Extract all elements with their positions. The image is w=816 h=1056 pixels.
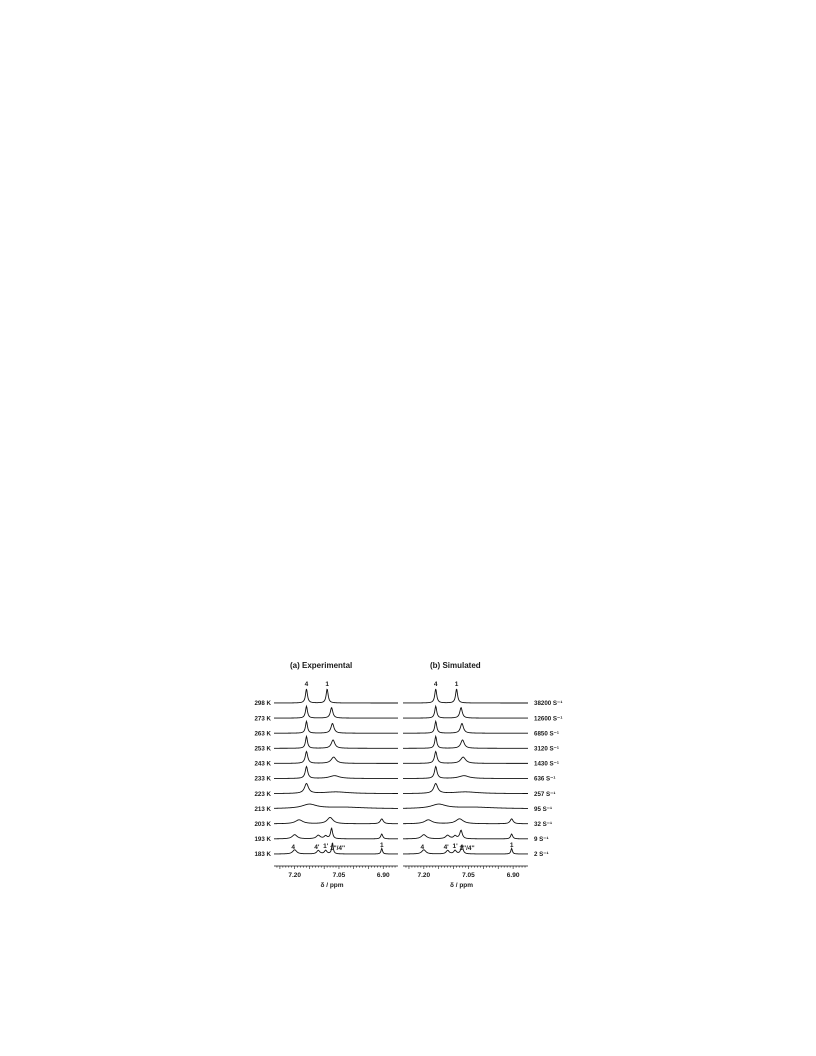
spectrum-trace — [403, 736, 528, 748]
row-label: 223 K — [254, 790, 271, 798]
spectrum-trace — [403, 819, 528, 824]
row-label: 636 S⁻¹ — [534, 775, 556, 783]
x-tick-label: 6.90 — [376, 872, 390, 879]
spectrum-trace — [274, 817, 398, 823]
spectrum-trace — [403, 706, 528, 718]
row-label: 183 K — [254, 851, 271, 859]
peak-label: 1''/4'' — [459, 845, 475, 852]
spectrum-trace — [274, 804, 398, 808]
row-label: 2 S⁻¹ — [534, 851, 549, 859]
panel-b-simulated — [403, 681, 562, 889]
peak-label: 4 — [304, 681, 309, 688]
peak-label: 1 — [454, 681, 459, 688]
panel-a-experimental — [254, 681, 398, 889]
x-tick-label: 6.90 — [506, 872, 520, 879]
spectrum-trace — [403, 721, 528, 733]
x-axis-label: δ / ppm — [449, 882, 474, 889]
panel-a-title: (a) Experimental — [290, 661, 353, 670]
spectrum-trace — [274, 706, 398, 718]
x-tick-label: 7.05 — [332, 872, 346, 879]
row-label: 257 S⁻¹ — [534, 790, 556, 798]
row-label: 32 S⁻¹ — [534, 821, 553, 828]
spectrum-trace — [403, 830, 528, 839]
row-label: 1430 S⁻¹ — [534, 760, 559, 768]
spectrum-trace — [403, 751, 528, 763]
row-label: 6850 S⁻¹ — [534, 730, 559, 738]
spectrum-trace — [403, 766, 528, 778]
x-tick-label: 7.20 — [417, 872, 431, 879]
row-label: 253 K — [254, 745, 271, 753]
peak-label: 4' — [314, 844, 320, 851]
row-label: 203 K — [254, 821, 271, 828]
row-label: 298 K — [254, 700, 271, 708]
spectrum-trace — [403, 689, 528, 703]
peak-label: 1 — [509, 842, 514, 849]
spectrum-trace — [274, 828, 398, 839]
spectrum-trace — [274, 736, 398, 748]
row-label: 3120 S⁻¹ — [534, 745, 559, 753]
peak-label: 1' — [323, 843, 329, 850]
peak-label: 4 — [433, 681, 438, 688]
peak-label: 4 — [291, 844, 296, 851]
row-label: 233 K — [254, 775, 271, 783]
x-tick-label: 7.05 — [462, 872, 475, 879]
row-label: 9 S⁻¹ — [534, 836, 549, 844]
peak-label: 1 — [325, 681, 329, 688]
row-label: 243 K — [254, 760, 271, 768]
panel-b-title: (b) Simulated — [430, 661, 481, 670]
row-label: 213 K — [254, 805, 271, 813]
peak-label: 4 — [420, 844, 425, 851]
spectrum-trace — [274, 783, 398, 793]
peak-label: 1''/4'' — [329, 845, 346, 852]
spectrum-trace — [274, 751, 398, 763]
row-label: 12600 S⁻¹ — [534, 715, 563, 723]
row-label: 263 K — [254, 730, 271, 738]
spectrum-trace — [403, 783, 528, 793]
row-label: 193 K — [254, 836, 271, 844]
spectrum-trace — [274, 689, 398, 703]
peak-label: 4' — [443, 844, 449, 851]
row-label: 38200 S⁻¹ — [534, 700, 563, 708]
peak-label: 1 — [379, 842, 384, 849]
row-label: 273 K — [254, 715, 271, 723]
x-tick-label: 7.20 — [288, 872, 301, 879]
spectrum-trace — [274, 766, 398, 778]
spectrum-trace — [274, 721, 398, 733]
x-axis-label: δ / ppm — [320, 882, 344, 889]
peak-label: 1' — [452, 843, 458, 850]
spectrum-trace — [403, 804, 528, 808]
row-label: 95 S⁻¹ — [534, 805, 553, 813]
